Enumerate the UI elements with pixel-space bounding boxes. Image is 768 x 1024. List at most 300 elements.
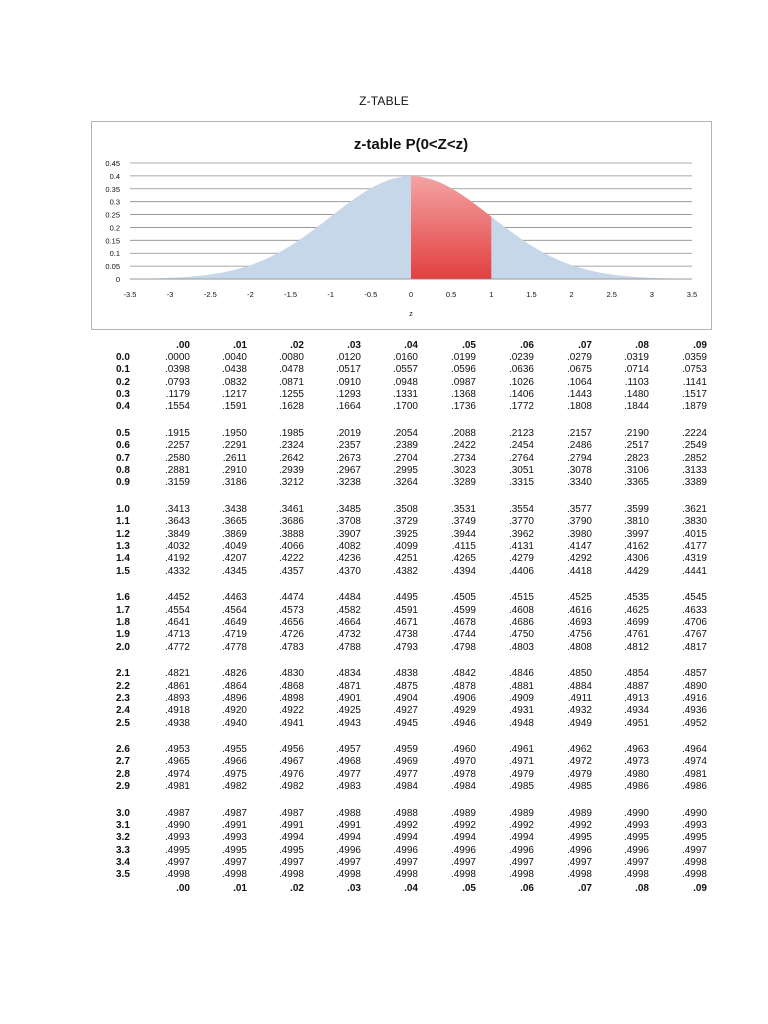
table-cell: .4994 [450,832,476,844]
x-tick-label: 0.5 [445,290,457,299]
table-cell: .2580 [164,452,190,464]
table-cell: .1480 [623,389,649,401]
table-cell: .0398 [164,364,190,376]
table-cell: .4985 [508,781,534,793]
table-cell: .3159 [164,477,190,489]
column-footer: .06 [520,882,534,894]
table-cell: .4406 [508,565,534,577]
table-cell: .4332 [164,565,190,577]
table-cell: .4834 [335,668,361,680]
table-cell: .4582 [335,604,361,616]
table-cell: .1808 [566,401,592,413]
table-cell: .4991 [335,820,361,832]
row-label: 3.0 [116,807,130,819]
table-cell: .4991 [221,820,247,832]
table-cell: .4192 [164,553,190,565]
table-cell: .0557 [392,364,418,376]
table-cell: .4998 [681,857,707,869]
table-cell: .4994 [508,832,534,844]
table-cell: .4981 [681,768,707,780]
table-cell: .4861 [164,680,190,692]
table-cell: .4979 [566,768,592,780]
table-cell: .1141 [682,376,707,388]
table-cell: .4983 [335,781,361,793]
table-cell: .4948 [508,717,534,729]
table-cell: .0793 [164,376,190,388]
x-axis-label: z [409,311,413,318]
table-cell: .4949 [566,717,592,729]
x-tick-label: -2 [247,290,254,299]
table-cell: .4082 [335,540,361,552]
table-cell: .4505 [450,592,476,604]
table-cell: .4554 [164,604,190,616]
row-label: 0.7 [116,452,130,464]
table-cell: .4998 [450,869,476,881]
table-cell: .4992 [450,820,476,832]
table-cell: .0636 [508,364,534,376]
row-label: 2.0 [116,641,130,653]
table-cell: .4222 [278,553,304,565]
table-cell: .4236 [335,553,361,565]
table-cell: .0478 [278,364,304,376]
row-label: 1.8 [116,616,130,628]
table-cell: .3186 [221,477,247,489]
table-cell: .4864 [221,680,247,692]
table-cell: .4990 [164,820,190,832]
table-cell: .2704 [392,452,418,464]
table-cell: .4988 [335,807,361,819]
table-cell: .4993 [164,832,190,844]
table-cell: .3023 [450,465,476,476]
table-cell: .4463 [221,592,247,604]
table-cell: .4842 [450,668,476,680]
table-cell: .4099 [392,540,418,552]
table-cell: .3888 [278,528,304,540]
column-header: .03 [347,340,361,351]
row-label: 3.1 [116,820,130,832]
table-cell: .2852 [681,452,707,464]
table-cell: .1255 [278,389,304,401]
table-cell: .4998 [392,869,418,881]
table-cell: .0040 [221,352,247,363]
table-cell: .4515 [508,592,534,604]
table-cell: .4732 [335,629,361,641]
table-cell: .4992 [508,820,534,832]
table-cell: .2794 [566,452,592,464]
table-cell: .4625 [623,604,649,616]
table-cell: .4982 [278,781,304,793]
row-label: 1.3 [116,540,130,552]
table-cell: .4857 [681,668,707,680]
table-cell: .4927 [392,705,418,717]
table-cell: .3238 [335,477,361,489]
table-cell: .4965 [164,756,190,768]
table-cell: .2257 [164,440,190,452]
row-label: 2.1 [116,668,130,680]
table-cell: .3790 [566,516,592,528]
table-cell: .2291 [221,440,247,452]
table-cell: .3944 [450,528,476,540]
table-cell: .1772 [508,401,534,413]
table-cell: .2642 [278,452,304,464]
table-cell: .4995 [623,832,649,844]
table-cell: .3907 [335,528,361,540]
table-cell: .0832 [221,376,247,388]
table-cell: .0000 [164,352,190,363]
table-cell: .0517 [335,364,361,376]
table-cell: .0596 [450,364,476,376]
table-cell: .4738 [392,629,418,641]
table-cell: .2486 [566,440,592,452]
table-cell: .4884 [566,680,592,692]
table-cell: .4878 [450,680,476,692]
table-cell: .2823 [623,452,649,464]
table-cell: .4306 [623,553,649,565]
row-label: 1.9 [116,629,130,641]
column-header: .07 [578,340,592,351]
table-cell: .4982 [221,781,247,793]
x-tick-label: -3 [166,290,174,299]
table-cell: .4995 [278,844,304,856]
table-cell: .0319 [623,352,649,363]
table-cell: .0753 [681,364,707,376]
column-header: .02 [290,340,304,351]
table-cell: .4988 [392,807,418,819]
table-cell: .4641 [164,616,190,628]
row-label: 1.1 [116,516,130,528]
table-cell: .4162 [623,540,649,552]
table-cell: .4938 [164,717,190,729]
table-cell: .3485 [335,503,361,515]
table-cell: .3665 [221,516,247,528]
table-cell: .4177 [681,540,707,552]
table-cell: .1217 [221,389,247,401]
table-cell: .4319 [681,553,707,565]
table-cell: .4049 [221,540,247,552]
table-cell: .4854 [623,668,649,680]
table-cell: .4943 [335,717,361,729]
table-cell: .4997 [392,857,418,869]
table-cell: .4989 [508,807,534,819]
y-tick-label: 0 [115,275,120,284]
table-cell: .4980 [623,768,649,780]
chart-frame [91,121,712,330]
table-cell: .0279 [566,352,592,363]
table-cell: .2673 [335,452,361,464]
column-footer: .08 [635,882,649,894]
table-cell: .4726 [278,629,304,641]
table-cell: .3508 [392,503,418,515]
table-cell: .3869 [221,528,247,540]
table-cell: .4998 [681,869,707,881]
table-cell: .1406 [508,389,534,401]
table-cell: .2190 [623,427,649,439]
table-cell: .3925 [392,528,418,540]
row-label: 1.2 [116,528,130,540]
table-cell: .2881 [164,465,190,476]
table-cell: .3315 [508,477,534,489]
table-cell: .4913 [623,692,649,704]
table-cell: .4803 [508,641,534,653]
table-cell: .4898 [278,692,304,704]
table-cell: .4812 [623,641,649,653]
table-cell: .4997 [335,857,361,869]
table-cell: .4901 [335,692,361,704]
x-tick-label: -3.5 [123,290,137,299]
row-label: 0.0 [116,352,130,363]
table-cell: .2123 [508,427,534,439]
table-cell: .4893 [164,692,190,704]
table-cell: .2454 [508,440,534,452]
table-cell: .3708 [335,516,361,528]
table-cell: .4997 [681,844,707,856]
page-title: Z-TABLE [359,94,409,108]
table-cell: .0239 [508,352,534,363]
x-tick-label: 1.5 [526,290,537,299]
table-cell: .2224 [681,427,707,439]
table-cell: .4940 [221,717,247,729]
table-cell: .4756 [566,629,592,641]
table-cell: .3340 [566,477,592,489]
y-tick-label: 0.1 [109,249,120,259]
table-cell: .4868 [278,680,304,692]
table-cell: .4998 [566,869,592,881]
table-cell: .4960 [450,744,476,756]
table-cell: .4971 [508,756,534,768]
table-cell: .3830 [681,516,707,528]
table-cell: .2549 [681,440,707,452]
table-cell: .4838 [392,668,418,680]
row-label: 1.5 [116,565,130,577]
table-cell: .4719 [221,629,247,641]
table-cell: .3643 [164,516,190,528]
row-label: 3.5 [116,869,130,881]
table-cell: .4989 [566,807,592,819]
row-label: 2.5 [116,717,130,729]
table-cell: .4474 [278,592,304,604]
table-cell: .4996 [335,844,361,856]
x-tick-label: -2.5 [203,290,217,299]
table-cell: .4984 [450,781,476,793]
table-cell: .3413 [164,503,190,515]
table-cell: .4981 [164,781,190,793]
table-cell: .4906 [450,692,476,704]
table-cell: .3749 [450,516,476,528]
x-tick-label: 2.5 [606,290,617,299]
table-cell: .4995 [164,844,190,856]
table-cell: .3264 [392,477,418,489]
table-cell: .4808 [566,641,592,653]
table-cell: .4826 [221,668,247,680]
table-cell: .3729 [392,516,418,528]
table-cell: .1293 [335,389,361,401]
table-cell: .4649 [221,616,247,628]
column-footer: .01 [233,882,247,894]
table-cell: .4778 [221,641,247,653]
table-cell: .4994 [392,832,418,844]
table-cell: .4998 [623,869,649,881]
table-cell: .2019 [335,427,361,439]
column-footer: .03 [347,882,361,894]
table-cell: .1064 [566,376,592,388]
table-cell: .4147 [566,540,592,552]
table-cell: .1844 [623,401,649,413]
table-cell: .4904 [392,692,418,704]
y-tick-label: 0.3 [109,197,120,207]
y-tick-label: 0.45 [105,159,120,168]
table-cell: .4686 [508,616,534,628]
column-header: .08 [635,340,649,351]
table-cell: .2611 [222,452,247,464]
table-cell: .2357 [335,440,361,452]
table-cell: .4599 [450,604,476,616]
table-cell: .4998 [335,869,361,881]
table-cell: .1628 [278,401,304,413]
table-cell: .1517 [681,389,707,401]
table-cell: .4997 [566,857,592,869]
table-cell: .4986 [681,781,707,793]
table-cell: .4418 [566,565,592,577]
table-cell: .4984 [392,781,418,793]
table-cell: .4996 [623,844,649,856]
table-cell: .4952 [681,717,707,729]
normal-distribution-chart [92,122,711,329]
y-tick-label: 0.2 [109,223,120,233]
table-cell: .3997 [623,528,649,540]
table-cell: .4783 [278,641,304,653]
table-cell: .0080 [278,352,304,363]
table-cell: .4441 [681,565,707,577]
table-cell: .4929 [450,705,476,717]
row-label: 0.1 [116,364,130,376]
table-cell: .4798 [450,641,476,653]
table-cell: .4993 [623,820,649,832]
shaded-probability-area [411,176,491,279]
table-cell: .4896 [221,692,247,704]
table-cell: .3531 [450,503,476,515]
table-cell: .4956 [278,744,304,756]
table-cell: .1950 [221,427,247,439]
table-cell: .4995 [566,832,592,844]
y-tick-label: 0.25 [105,210,120,220]
table-cell: .3389 [681,477,707,489]
table-cell: .3810 [623,516,649,528]
table-cell: .0987 [450,376,476,388]
table-cell: .3078 [566,465,592,476]
row-label: 1.6 [116,592,130,604]
table-cell: .4974 [164,768,190,780]
x-tick-label: 1 [489,290,494,299]
table-cell: .1879 [681,401,707,413]
table-cell: .4887 [623,680,649,692]
table-cell: .4970 [450,756,476,768]
table-cell: .4987 [164,807,190,819]
table-cell: .4678 [450,616,476,628]
table-cell: .4713 [164,629,190,641]
row-label: 0.6 [116,440,130,452]
table-cell: .4345 [221,565,247,577]
table-cell: .4772 [164,641,190,653]
table-cell: .4941 [278,717,304,729]
table-cell: .0910 [335,376,361,388]
x-tick-label: 3.5 [686,290,698,299]
row-label: 0.2 [116,376,130,388]
column-footer: .00 [176,882,190,894]
column-header: .05 [462,340,476,351]
row-label: 2.3 [116,692,130,704]
table-cell: .1179 [165,389,190,401]
table-cell: .4995 [221,844,247,856]
row-label: 0.9 [116,477,130,489]
table-cell: .0948 [392,376,418,388]
y-tick-label: 0.35 [105,184,120,194]
table-cell: .4993 [681,820,707,832]
table-cell: .3438 [221,503,247,515]
table-cell: .4986 [623,781,649,793]
table-cell: .4953 [164,744,190,756]
table-cell: .2995 [392,465,418,476]
table-cell: .4925 [335,705,361,717]
row-label: 3.3 [116,844,130,856]
table-cell: .4452 [164,592,190,604]
table-cell: .4992 [566,820,592,832]
row-label: 0.3 [116,389,130,401]
table-cell: .4850 [566,668,592,680]
table-cell: .1700 [392,401,418,413]
row-label: 1.4 [116,553,130,565]
table-cell: .4608 [508,604,534,616]
row-label: 2.7 [116,756,130,768]
table-cell: .3106 [623,465,649,476]
table-cell: .4830 [278,668,304,680]
table-cell: .4987 [221,807,247,819]
row-label: 0.8 [116,465,130,476]
table-cell: .3962 [508,528,534,540]
table-cell: .4066 [278,540,304,552]
table-cell: .4959 [392,744,418,756]
column-footer: .07 [578,882,592,894]
column-footer: .04 [404,882,418,894]
table-cell: .4985 [566,781,592,793]
table-cell: .0120 [335,352,361,363]
column-header: .09 [693,340,707,351]
table-cell: .3365 [623,477,649,489]
table-cell: .4207 [221,553,247,565]
table-cell: .4875 [392,680,418,692]
table-cell: .4429 [623,565,649,577]
table-cell: .4991 [278,820,304,832]
table-cell: .1368 [450,389,476,401]
table-cell: .3554 [508,503,534,515]
table-cell: .0675 [566,364,592,376]
table-cell: .4767 [681,629,707,641]
table-cell: .4946 [450,717,476,729]
row-label: 2.4 [116,705,130,717]
table-cell: .4793 [392,641,418,653]
table-cell: .0871 [278,376,304,388]
table-cell: .4973 [623,756,649,768]
table-cell: .4997 [221,857,247,869]
table-cell: .4706 [681,616,707,628]
table-cell: .4788 [335,641,361,653]
table-cell: .4957 [335,744,361,756]
table-cell: .4535 [623,592,649,604]
table-cell: .4996 [508,844,534,856]
table-cell: .4997 [278,857,304,869]
table-cell: .4934 [623,705,649,717]
row-label: 2.6 [116,744,130,756]
table-cell: .0160 [392,352,418,363]
